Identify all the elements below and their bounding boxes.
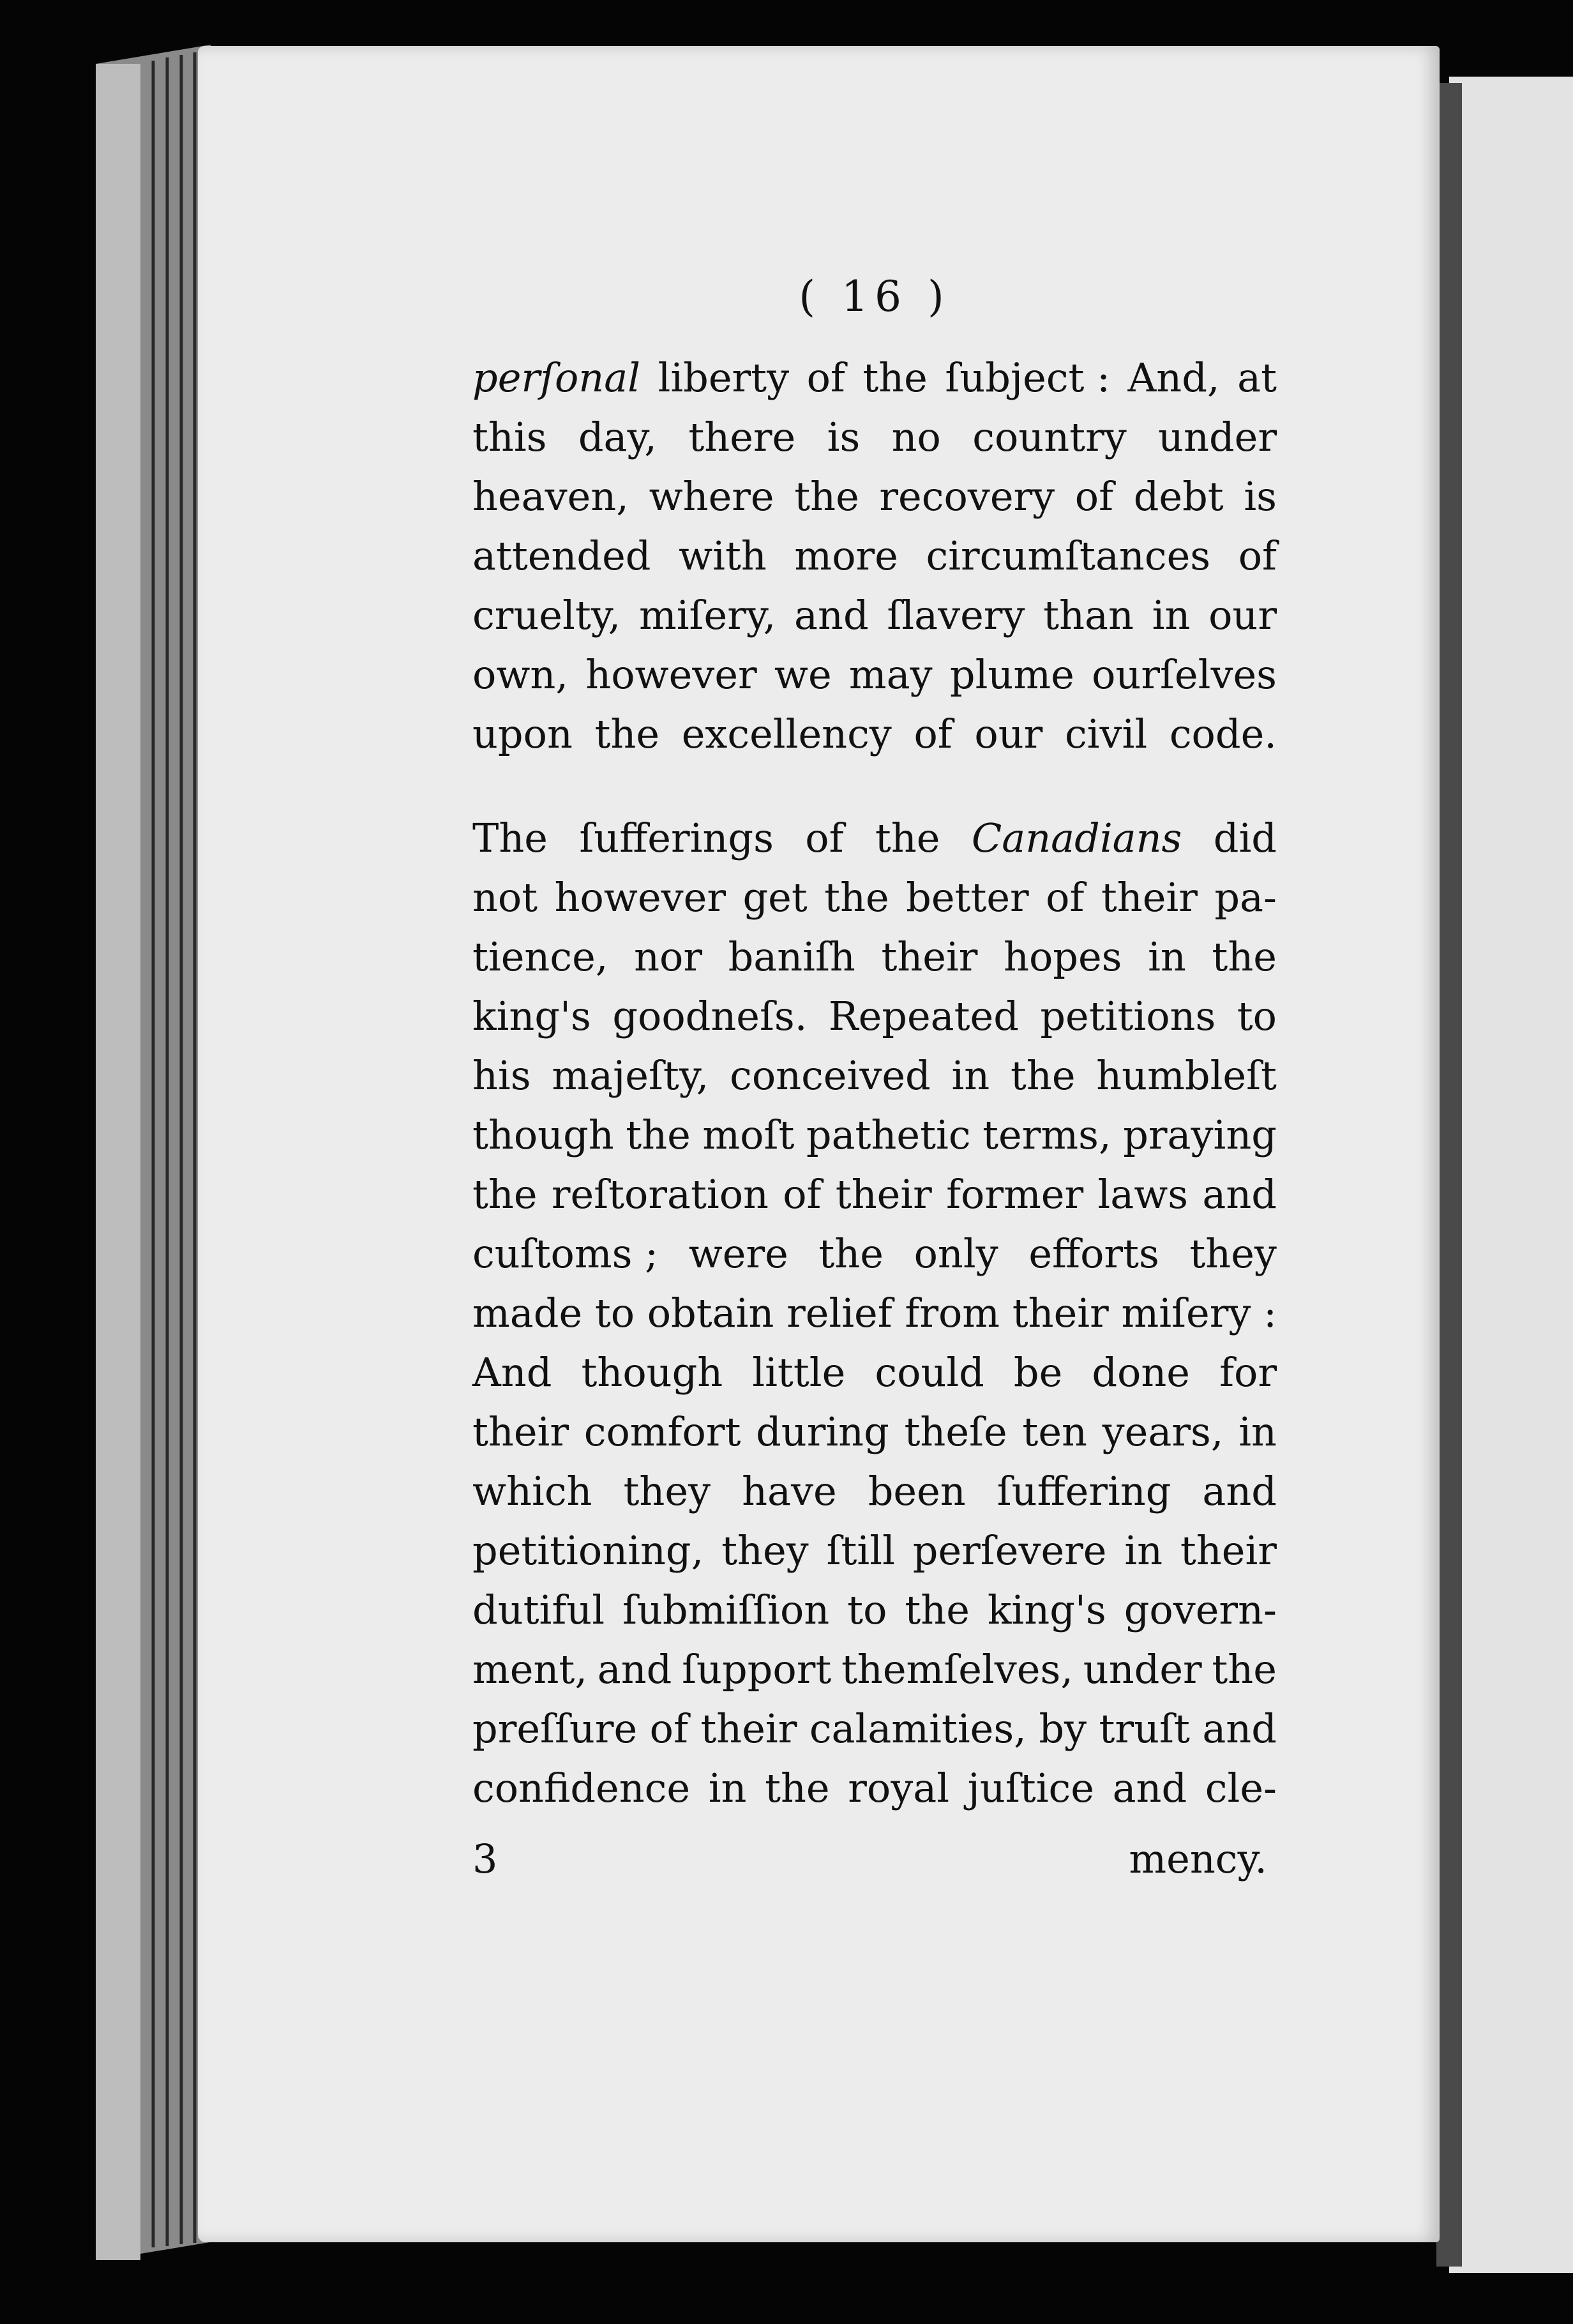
word: under xyxy=(1083,1646,1202,1693)
word: been xyxy=(868,1468,966,1514)
word: and xyxy=(1202,1705,1277,1752)
word: baniſh xyxy=(728,933,855,980)
word: of xyxy=(649,1705,688,1752)
word: miſery : xyxy=(1121,1290,1277,1336)
facing-page-edge xyxy=(1449,77,1573,2273)
word: however xyxy=(585,651,757,698)
paragraph xyxy=(472,348,1277,764)
word: truſt xyxy=(1099,1705,1190,1752)
word: the xyxy=(875,815,940,861)
word: and xyxy=(1202,1468,1277,1514)
word: goodneſs. xyxy=(612,993,808,1039)
word: may xyxy=(848,651,933,698)
word: majeſty, xyxy=(552,1052,709,1099)
word: pathetic xyxy=(806,1112,971,1158)
text-line xyxy=(472,645,1277,704)
word: and xyxy=(1112,1765,1187,1811)
word: were xyxy=(688,1230,788,1277)
word: the xyxy=(862,354,928,401)
word: upon xyxy=(472,711,573,757)
word: no xyxy=(891,414,941,460)
word: their xyxy=(835,1171,932,1218)
word: their xyxy=(472,1408,569,1455)
word: ſlavery xyxy=(887,592,1025,638)
word: their xyxy=(700,1705,797,1752)
word: ſufferings xyxy=(579,815,774,861)
word: they xyxy=(1189,1230,1277,1277)
word: in xyxy=(1148,933,1186,980)
text-line xyxy=(472,1105,1277,1165)
word: govern- xyxy=(1124,1587,1277,1633)
word: the xyxy=(594,711,660,757)
word: terms, xyxy=(982,1112,1111,1158)
word: dutiful xyxy=(472,1587,605,1633)
word: the xyxy=(1212,1646,1277,1693)
text-line xyxy=(472,986,1277,1046)
word: laws xyxy=(1097,1171,1189,1218)
word: civil xyxy=(1064,711,1148,757)
word: to xyxy=(594,1290,635,1336)
word: calamities, xyxy=(809,1705,1027,1752)
word: our xyxy=(1208,592,1277,638)
word: though xyxy=(472,1112,614,1158)
word: done xyxy=(1092,1349,1190,1396)
word: cle- xyxy=(1205,1765,1277,1811)
word: royal xyxy=(848,1765,950,1811)
word: ſupport xyxy=(682,1646,832,1693)
word: than xyxy=(1043,592,1134,638)
word: there xyxy=(688,414,796,460)
word: though xyxy=(581,1349,723,1396)
word: the xyxy=(824,874,889,921)
word: where xyxy=(649,473,774,520)
word: petitions xyxy=(1040,993,1216,1039)
word: of xyxy=(1238,532,1277,579)
word: ſuffering xyxy=(997,1468,1171,1514)
word: the xyxy=(905,1587,970,1633)
text-line xyxy=(472,1224,1277,1283)
word: relief xyxy=(786,1290,892,1336)
word: ſtill xyxy=(826,1527,895,1574)
word: in xyxy=(1152,592,1191,638)
book-board-edge xyxy=(96,64,140,2260)
word: to xyxy=(1237,993,1277,1039)
word: of xyxy=(1074,473,1114,520)
word: get xyxy=(742,874,808,921)
catchword: mency. xyxy=(1129,1836,1267,1882)
word: reſtoration xyxy=(551,1171,769,1218)
word: comfort xyxy=(583,1408,741,1455)
text-line xyxy=(472,1640,1277,1699)
word: their xyxy=(1101,874,1198,921)
word: cuſtoms ; xyxy=(472,1230,659,1277)
word: from xyxy=(905,1290,1000,1336)
signature-mark: 3 xyxy=(472,1836,498,1882)
word: ſubject : xyxy=(945,354,1111,401)
word: confidence xyxy=(472,1765,691,1811)
text-line xyxy=(472,1521,1277,1580)
word: by xyxy=(1039,1705,1087,1752)
word: themſelves, xyxy=(841,1646,1074,1693)
word: heaven, xyxy=(472,473,629,520)
word: of xyxy=(1046,874,1085,921)
word: code. xyxy=(1169,711,1277,757)
word: better xyxy=(906,874,1029,921)
word: of xyxy=(914,711,952,757)
word: could xyxy=(875,1349,984,1396)
gutter-shadow xyxy=(1436,83,1462,2267)
text-line xyxy=(472,1402,1277,1461)
text-line xyxy=(472,1699,1277,1758)
word: theſe xyxy=(904,1408,1007,1455)
text-line xyxy=(472,1758,1277,1818)
word: own, xyxy=(472,651,569,698)
word: is xyxy=(1244,473,1277,520)
word: under xyxy=(1158,414,1277,460)
word: of xyxy=(806,354,845,401)
word: their xyxy=(881,933,978,980)
word: And xyxy=(472,1349,552,1396)
word: The xyxy=(472,815,548,861)
word: attended xyxy=(472,532,651,579)
word: Repeated xyxy=(828,993,1019,1039)
word: be xyxy=(1013,1349,1063,1396)
text-line xyxy=(472,1461,1277,1521)
word: and xyxy=(597,1646,672,1693)
word: day, xyxy=(578,414,658,460)
word: during xyxy=(756,1408,889,1455)
word: pa- xyxy=(1214,874,1277,921)
word: plume xyxy=(949,651,1074,698)
word: years, xyxy=(1102,1408,1224,1455)
word: petitioning, xyxy=(472,1527,704,1574)
word: for xyxy=(1219,1349,1277,1396)
word: praying xyxy=(1123,1112,1277,1158)
paragraph xyxy=(472,808,1277,1818)
word: more xyxy=(794,532,898,579)
word: recovery xyxy=(879,473,1055,520)
word: the xyxy=(765,1765,830,1811)
word: our xyxy=(974,711,1043,757)
word: only xyxy=(914,1230,998,1277)
word: perſonal xyxy=(472,354,641,401)
word: the xyxy=(626,1112,691,1158)
text-line xyxy=(472,526,1277,585)
text-line xyxy=(472,467,1277,526)
body-text xyxy=(472,348,1277,1818)
word: in xyxy=(1238,1408,1277,1455)
word: ment, xyxy=(472,1646,588,1693)
word: the xyxy=(1212,933,1277,980)
text-line xyxy=(472,1283,1277,1343)
word: former xyxy=(946,1171,1084,1218)
word: did xyxy=(1213,815,1277,861)
word: with xyxy=(679,532,767,579)
word: little xyxy=(752,1349,846,1396)
word: they xyxy=(721,1527,809,1574)
word: ten xyxy=(1022,1408,1087,1455)
text-line xyxy=(472,1046,1277,1105)
text-line xyxy=(472,348,1277,407)
word: nor xyxy=(634,933,702,980)
word: conceived xyxy=(730,1052,931,1099)
word: And, xyxy=(1127,354,1220,401)
word: we xyxy=(774,651,832,698)
word: the xyxy=(1010,1052,1076,1099)
page-text xyxy=(472,265,1277,1818)
word: in xyxy=(708,1765,747,1811)
text-line xyxy=(472,704,1277,764)
word: circumſtances xyxy=(926,532,1211,579)
text-line xyxy=(472,407,1277,467)
text-line xyxy=(472,808,1277,868)
word: their xyxy=(1012,1290,1109,1336)
word: of xyxy=(805,815,844,861)
word: in xyxy=(1124,1527,1163,1574)
page-footer xyxy=(472,1829,1267,1889)
paragraph-gap xyxy=(472,764,1277,808)
word: king's xyxy=(987,1587,1106,1633)
word: miſery, xyxy=(638,592,776,638)
word: however xyxy=(554,874,726,921)
word: country xyxy=(972,414,1127,460)
word: obtain xyxy=(647,1290,774,1336)
word: the xyxy=(472,1171,538,1218)
word: and xyxy=(794,592,869,638)
word: liberty xyxy=(658,354,790,401)
word: juſtice xyxy=(967,1765,1094,1811)
word: not xyxy=(472,874,538,921)
text-line xyxy=(472,1165,1277,1224)
text-line xyxy=(472,585,1277,645)
word: debt xyxy=(1133,473,1224,520)
word: humbleſt xyxy=(1096,1052,1277,1099)
text-line xyxy=(472,1343,1277,1402)
word: made xyxy=(472,1290,583,1336)
word: Canadians xyxy=(971,815,1182,861)
word: the xyxy=(794,473,859,520)
word: tience, xyxy=(472,933,608,980)
word: in xyxy=(951,1052,990,1099)
word: efforts xyxy=(1028,1230,1159,1277)
word: preſſure xyxy=(472,1705,638,1752)
word: their xyxy=(1180,1527,1277,1574)
word: and xyxy=(1202,1171,1277,1218)
text-line xyxy=(472,868,1277,927)
word: at xyxy=(1237,354,1277,401)
word: they xyxy=(623,1468,711,1514)
word: cruelty, xyxy=(472,592,621,638)
word: hopes xyxy=(1004,933,1122,980)
word: his xyxy=(472,1052,531,1099)
page-number: ( 16 ) xyxy=(799,272,951,321)
word: moſt xyxy=(702,1112,795,1158)
word: perſevere xyxy=(912,1527,1107,1574)
word: this xyxy=(472,414,547,460)
word: ſubmiſſion xyxy=(622,1587,830,1633)
word: have xyxy=(742,1468,837,1514)
word: is xyxy=(827,414,861,460)
text-line xyxy=(472,927,1277,986)
word: the xyxy=(818,1230,884,1277)
word: to xyxy=(847,1587,887,1633)
word: excellency xyxy=(681,711,892,757)
word: ourſelves xyxy=(1092,651,1277,698)
word: which xyxy=(472,1468,592,1514)
word: king's xyxy=(472,993,591,1039)
text-line xyxy=(472,1580,1277,1640)
word: of xyxy=(783,1171,822,1218)
